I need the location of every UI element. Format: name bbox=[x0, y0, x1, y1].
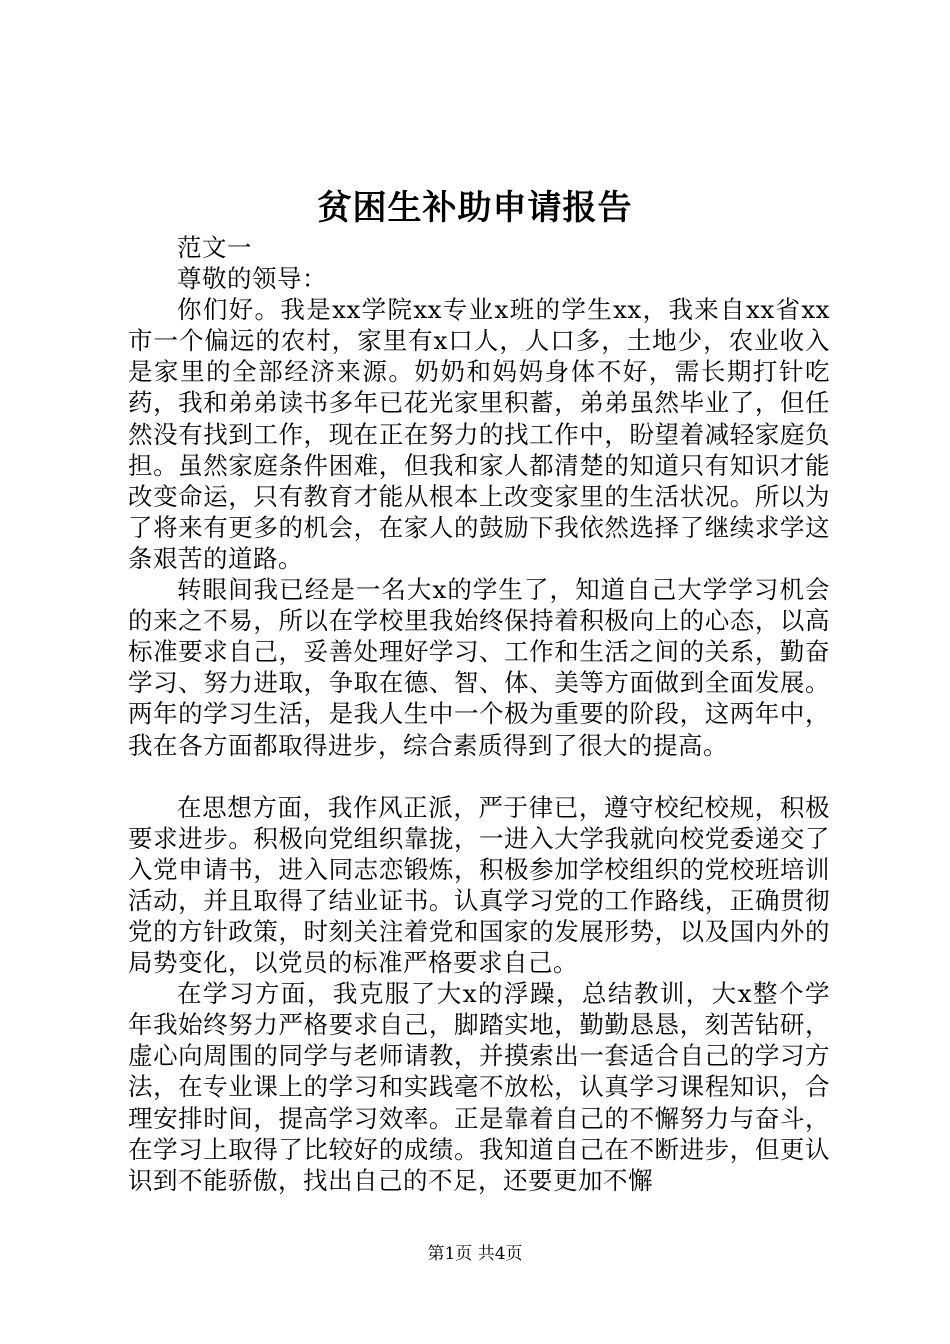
document-body bbox=[128, 232, 830, 1196]
page-footer: 第1页 共4页 bbox=[427, 1244, 523, 1264]
body-paragraph: 你们好。我是xx学院xx专业x班的学生xx，我来自xx省xx市一个偏远的农村，家里有x口人，人口多，土地少，农业收入是家里的全部经济来源。奶奶和妈妈身体不好，需长期打针吃药，我和弟弟读书多年已花光家里积蓄，弟弟虽然毕业了，但任然没有找到工作，现在正在努力的找工作中，盼望着减轻家庭负担。虽然家庭条件困难，但我和家人都清楚的知道只有知识才能改变命运，只有教育才能从根本上改变家里的生活状况。所以为了将来有更多的机会，在家人的鼓励下我依然选择了继续求学这条艰苦的道路。 bbox=[128, 295, 830, 573]
salutation: 尊敬的领导： bbox=[177, 264, 327, 294]
body-paragraph: 在思想方面，我作风正派，严于律已，遵守校纪校规，积极要求进步。积极向党组织靠拢，一进入大学我就向校党委递交了入党申请书，进入同志恋锻炼，积极参加学校组织的党校班培训活动，并且取得了结业证书。认真学习党的工作路线，正确贯彻党的方针政策，时刻关注着党和国家的发展形势，以及国内外的局势变化，以党员的标准严格要求自己。 bbox=[128, 792, 830, 978]
body-paragraph: 在学习方面，我克服了大x的浮躁，总结教训，大x整个学年我始终努力严格要求自己，脚踏实地，勤勤恳恳，刻苦钻研，虚心向周围的同学与老师请教，并摸索出一套适合自己的学习方法，在专业课上的学习和实践毫不放松，认真学习课程知识，合理安排时间，提高学习效率。正是靠着自己的不懈努力与奋斗，在学习上取得了比较好的成绩。我知道自己在不断进步，但更认识到不能骄傲，找出自己的不足，还要更加不懈 bbox=[128, 979, 830, 1195]
section-label: 范文一 bbox=[177, 233, 252, 262]
document-title: 贫困生补助申请报告 bbox=[317, 188, 633, 228]
body-paragraph: 转眼间我已经是一名大x的学生了，知道自己大学学习机会的来之不易，所以在学校里我始终保持着积极向上的心态，以高标准要求自己，妥善处理好学习、工作和生活之间的关系，勤奋学习、努力进取，争取在德、智、体、美等方面做到全面发展。两年的学习生活，是我人生中一个极为重要的阶段，这两年中，我在各方面都取得进步，综合素质得到了很大的提高。 bbox=[128, 575, 830, 760]
